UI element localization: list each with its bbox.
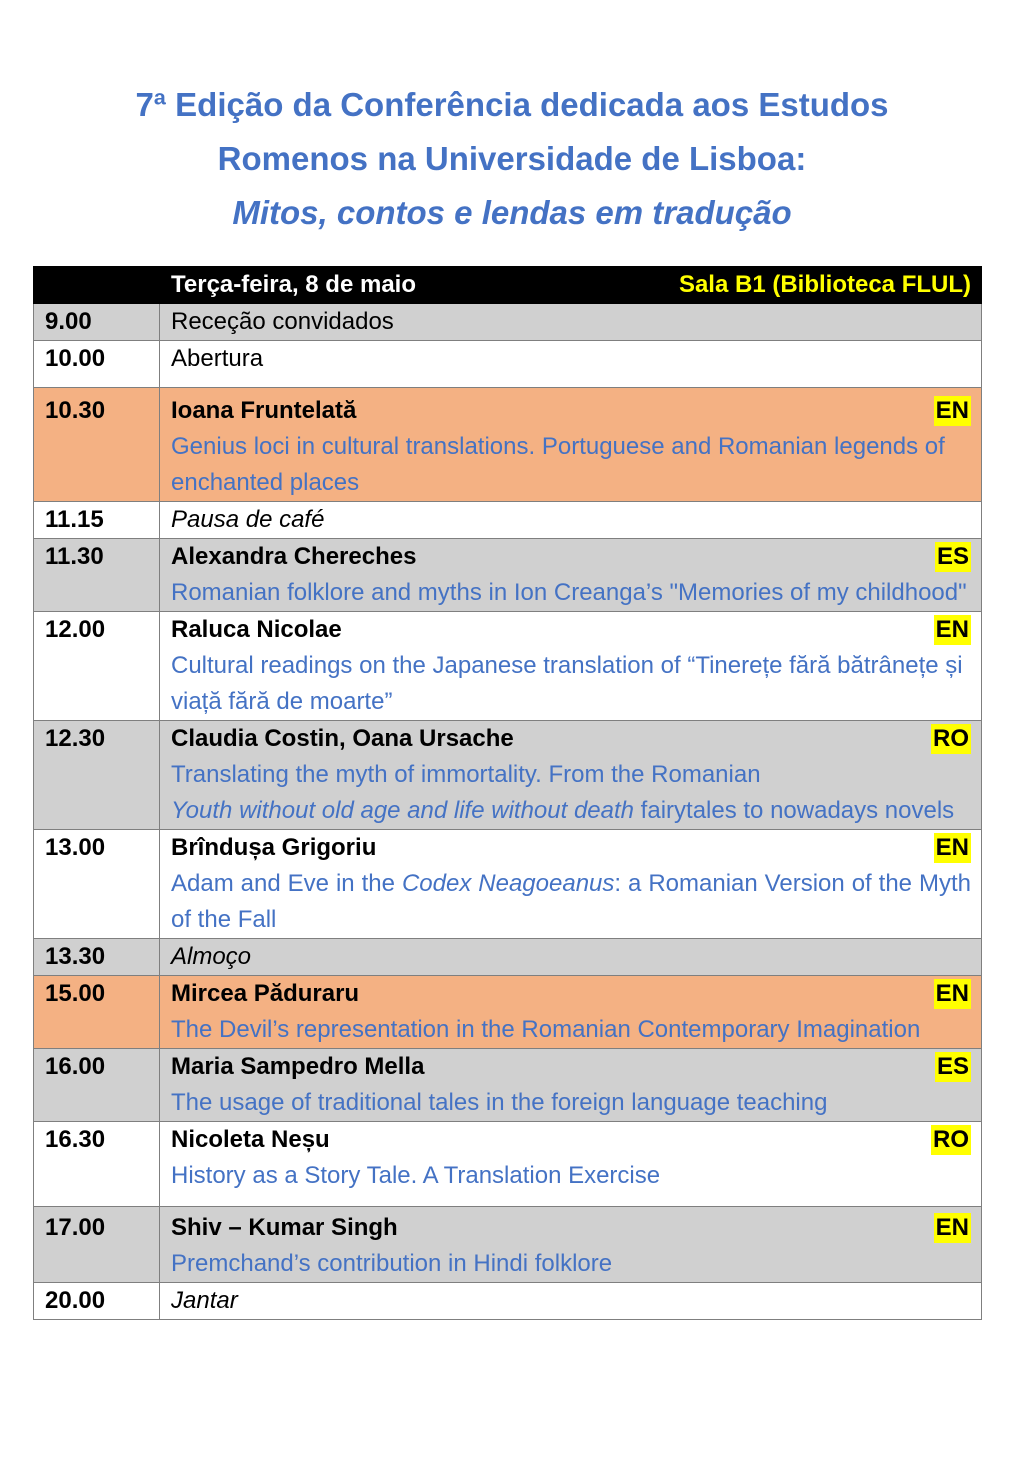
- talk-cell: [160, 612, 982, 721]
- talk-cell: [160, 539, 982, 612]
- talk-cell: [160, 1122, 982, 1207]
- speaker-name: Raluca Nicolae: [171, 616, 342, 643]
- event-cell: Almoço: [160, 939, 982, 976]
- paper-title: [171, 757, 971, 829]
- time-cell: 11.15: [34, 502, 160, 539]
- time-cell: 13.00: [34, 830, 160, 939]
- header-day-cell: [160, 267, 982, 304]
- speaker-name: Mircea Păduraru: [171, 980, 360, 1007]
- talk-cell: [160, 830, 982, 939]
- paper-title: Romanian folklore and myths in Ion Creanga’s "Memories of my childhood": [171, 579, 967, 606]
- table-row: [34, 976, 982, 1049]
- time-cell: 9.00: [34, 304, 160, 341]
- language-badge: EN: [935, 980, 969, 1007]
- speaker-name: Shiv – Kumar Singh: [171, 1214, 398, 1241]
- table-row: [34, 721, 982, 830]
- language-badge: RO: [933, 725, 969, 752]
- paper-title: The Devil’s representation in the Romanian Contemporary Imagination: [171, 1016, 921, 1043]
- title-subtitle: Mitos, contos e lendas em tradução: [232, 194, 792, 231]
- table-row: [34, 502, 982, 539]
- event-cell: Pausa de café: [160, 502, 982, 539]
- time-cell: 12.00: [34, 612, 160, 721]
- paper-title: Genius loci in cultural translations. Portuguese and Romanian legends of enchanted places: [171, 433, 945, 496]
- talk-cell: [160, 1207, 982, 1283]
- paper-title-part: : a Romanian Version of the Myth of the Fall: [171, 870, 971, 933]
- paper-title: [171, 866, 971, 938]
- title-line-2: Romenos na Universidade de Lisboa:: [217, 140, 807, 177]
- paper-title-part: fairytales to nowadays novels: [634, 797, 955, 824]
- table-header-row: [34, 267, 982, 304]
- title-line-1: 7ª Edição da Conferência dedicada aos Estudos: [135, 86, 889, 123]
- language-badge: EN: [935, 616, 969, 643]
- program-table: [33, 266, 982, 1320]
- speaker-name: Claudia Costin, Oana Ursache: [171, 725, 514, 752]
- time-cell: 17.00: [34, 1207, 160, 1283]
- table-row: [34, 304, 982, 341]
- room-label: Sala B1 (Biblioteca FLUL): [678, 271, 971, 298]
- paper-title-italic: Youth without old age and life without death: [171, 797, 635, 824]
- talk-cell: [160, 388, 982, 502]
- event-cell: Abertura: [160, 341, 982, 388]
- header-time-cell: [34, 267, 160, 304]
- time-cell: 16.30: [34, 1122, 160, 1207]
- language-badge: EN: [935, 1214, 969, 1241]
- time-cell: 15.00: [34, 976, 160, 1049]
- speaker-name: Ioana Fruntelată: [171, 397, 357, 424]
- paper-title-part: Translating the myth of immortality. From the Romanian: [171, 761, 761, 788]
- table-row: [34, 830, 982, 939]
- table-row: [34, 1283, 982, 1320]
- table-row: [34, 539, 982, 612]
- paper-title: The usage of traditional tales in the foreign language teaching: [171, 1089, 828, 1116]
- table-row: [34, 1049, 982, 1122]
- time-cell: 11.30: [34, 539, 160, 612]
- language-badge: ES: [936, 1053, 969, 1080]
- talk-cell: [160, 721, 982, 830]
- language-badge: ES: [936, 543, 969, 570]
- paper-title: Cultural readings on the Japanese translation of “Tinerețe fără bătrânețe și viață fără de moarte”: [171, 652, 963, 715]
- speaker-name: Maria Sampedro Mella: [171, 1053, 425, 1080]
- talk-cell: [160, 976, 982, 1049]
- language-badge: EN: [935, 834, 969, 861]
- table-row: [34, 1122, 982, 1207]
- paper-title-italic: Codex Neagoeanus: [401, 870, 615, 897]
- language-badge: RO: [933, 1126, 969, 1153]
- event-cell: Jantar: [160, 1283, 982, 1320]
- table-row: [34, 388, 982, 502]
- time-cell: 10.30: [34, 388, 160, 502]
- time-cell: 13.30: [34, 939, 160, 976]
- table-row: [34, 341, 982, 388]
- time-cell: 20.00: [34, 1283, 160, 1320]
- event-cell: Receção convidados: [160, 304, 982, 341]
- speaker-name: Brîndușa Grigoriu: [171, 834, 377, 861]
- paper-title-part: Adam and Eve in the: [171, 870, 402, 897]
- speaker-name: Nicoleta Neșu: [171, 1126, 330, 1153]
- table-row: [34, 1207, 982, 1283]
- talk-cell: [160, 1049, 982, 1122]
- time-cell: 16.00: [34, 1049, 160, 1122]
- table-row: [34, 612, 982, 721]
- time-cell: 10.00: [34, 341, 160, 388]
- table-row: [34, 939, 982, 976]
- language-badge: EN: [935, 397, 969, 424]
- speaker-name: Alexandra Chereches: [171, 543, 417, 570]
- paper-title: History as a Story Tale. A Translation Exercise: [171, 1162, 661, 1189]
- day-label: Terça-feira, 8 de maio: [171, 271, 416, 298]
- time-cell: 12.30: [34, 721, 160, 830]
- page-title: [0, 78, 1024, 240]
- paper-title: Premchand’s contribution in Hindi folklore: [171, 1250, 613, 1277]
